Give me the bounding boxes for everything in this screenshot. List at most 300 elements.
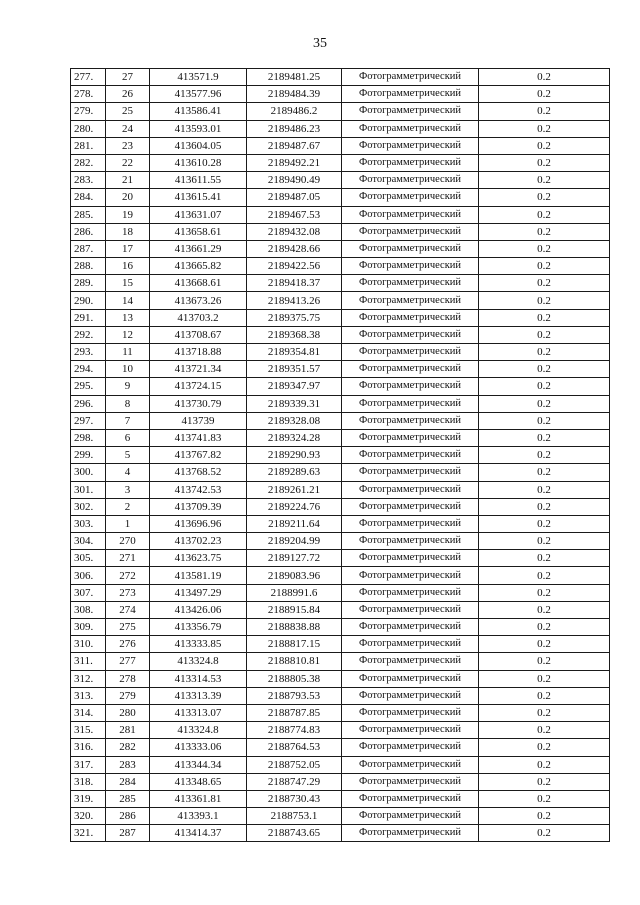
page-number: 35 [313, 36, 327, 51]
x-coordinate-cell: 413696.96 [150, 515, 247, 532]
y-coordinate-cell: 2189339.31 [247, 395, 342, 412]
accuracy-cell: 0.2 [479, 601, 610, 618]
table-row [71, 103, 610, 120]
row-number-cell: 279. [71, 103, 106, 120]
point-number-cell: 282 [106, 739, 150, 756]
row-number-cell: 315. [71, 722, 106, 739]
row-number-cell: 289. [71, 275, 106, 292]
method-cell: Фотограмметрический [342, 567, 479, 584]
table-row [71, 653, 610, 670]
x-coordinate-cell: 413661.29 [150, 240, 247, 257]
point-number-cell: 279 [106, 687, 150, 704]
method-cell: Фотограмметрический [342, 361, 479, 378]
table-row [71, 223, 610, 240]
method-cell: Фотограмметрический [342, 584, 479, 601]
point-number-cell: 11 [106, 344, 150, 361]
method-cell: Фотограмметрический [342, 86, 479, 103]
point-number-cell: 276 [106, 636, 150, 653]
row-number-cell: 294. [71, 361, 106, 378]
method-cell: Фотограмметрический [342, 498, 479, 515]
x-coordinate-cell: 413586.41 [150, 103, 247, 120]
y-coordinate-cell: 2189481.25 [247, 69, 342, 86]
x-coordinate-cell: 413665.82 [150, 258, 247, 275]
accuracy-cell: 0.2 [479, 498, 610, 515]
point-number-cell: 8 [106, 395, 150, 412]
x-coordinate-cell: 413497.29 [150, 584, 247, 601]
y-coordinate-cell: 2188787.85 [247, 704, 342, 721]
y-coordinate-cell: 2188838.88 [247, 619, 342, 636]
point-number-cell: 22 [106, 154, 150, 171]
accuracy-cell: 0.2 [479, 361, 610, 378]
y-coordinate-cell: 2189354.81 [247, 344, 342, 361]
point-number-cell: 284 [106, 773, 150, 790]
accuracy-cell: 0.2 [479, 69, 610, 86]
method-cell: Фотограмметрический [342, 550, 479, 567]
method-cell: Фотограмметрический [342, 687, 479, 704]
method-cell: Фотограмметрический [342, 309, 479, 326]
table-row [71, 584, 610, 601]
row-number-cell: 296. [71, 395, 106, 412]
x-coordinate-cell: 413313.07 [150, 704, 247, 721]
y-coordinate-cell: 2189428.66 [247, 240, 342, 257]
point-number-cell: 278 [106, 670, 150, 687]
x-coordinate-cell: 413668.61 [150, 275, 247, 292]
accuracy-cell: 0.2 [479, 808, 610, 825]
accuracy-cell: 0.2 [479, 206, 610, 223]
y-coordinate-cell: 2188764.53 [247, 739, 342, 756]
method-cell: Фотограмметрический [342, 739, 479, 756]
x-coordinate-cell: 413703.2 [150, 309, 247, 326]
accuracy-cell: 0.2 [479, 464, 610, 481]
row-number-cell: 281. [71, 137, 106, 154]
x-coordinate-cell: 413313.39 [150, 687, 247, 704]
row-number-cell: 290. [71, 292, 106, 309]
point-number-cell: 271 [106, 550, 150, 567]
row-number-cell: 312. [71, 670, 106, 687]
accuracy-cell: 0.2 [479, 447, 610, 464]
method-cell: Фотограмметрический [342, 533, 479, 550]
y-coordinate-cell: 2189467.53 [247, 206, 342, 223]
point-number-cell: 27 [106, 69, 150, 86]
method-cell: Фотограмметрический [342, 808, 479, 825]
point-number-cell: 24 [106, 120, 150, 137]
x-coordinate-cell: 413631.07 [150, 206, 247, 223]
y-coordinate-cell: 2189375.75 [247, 309, 342, 326]
x-coordinate-cell: 413721.34 [150, 361, 247, 378]
row-number-cell: 292. [71, 326, 106, 343]
table-row [71, 240, 610, 257]
accuracy-cell: 0.2 [479, 412, 610, 429]
method-cell: Фотограмметрический [342, 773, 479, 790]
point-number-cell: 283 [106, 756, 150, 773]
x-coordinate-cell: 413356.79 [150, 619, 247, 636]
row-number-cell: 301. [71, 481, 106, 498]
point-number-cell: 25 [106, 103, 150, 120]
y-coordinate-cell: 2189422.56 [247, 258, 342, 275]
point-number-cell: 274 [106, 601, 150, 618]
accuracy-cell: 0.2 [479, 515, 610, 532]
y-coordinate-cell: 2188747.29 [247, 773, 342, 790]
y-coordinate-cell: 2189432.08 [247, 223, 342, 240]
method-cell: Фотограмметрический [342, 326, 479, 343]
y-coordinate-cell: 2189413.26 [247, 292, 342, 309]
point-number-cell: 17 [106, 240, 150, 257]
x-coordinate-cell: 413314.53 [150, 670, 247, 687]
table-row [71, 120, 610, 137]
accuracy-cell: 0.2 [479, 275, 610, 292]
point-number-cell: 2 [106, 498, 150, 515]
table-row [71, 326, 610, 343]
method-cell: Фотограмметрический [342, 412, 479, 429]
accuracy-cell: 0.2 [479, 258, 610, 275]
x-coordinate-cell: 413741.83 [150, 429, 247, 446]
row-number-cell: 300. [71, 464, 106, 481]
method-cell: Фотограмметрический [342, 704, 479, 721]
x-coordinate-cell: 413742.53 [150, 481, 247, 498]
method-cell: Фотограмметрический [342, 619, 479, 636]
point-number-cell: 26 [106, 86, 150, 103]
x-coordinate-cell: 413611.55 [150, 172, 247, 189]
x-coordinate-cell: 413768.52 [150, 464, 247, 481]
point-number-cell: 285 [106, 790, 150, 807]
x-coordinate-cell: 413577.96 [150, 86, 247, 103]
point-number-cell: 273 [106, 584, 150, 601]
method-cell: Фотограмметрический [342, 275, 479, 292]
method-cell: Фотограмметрический [342, 223, 479, 240]
y-coordinate-cell: 2188991.6 [247, 584, 342, 601]
x-coordinate-cell: 413571.9 [150, 69, 247, 86]
row-number-cell: 293. [71, 344, 106, 361]
method-cell: Фотограмметрический [342, 378, 479, 395]
x-coordinate-cell: 413324.8 [150, 722, 247, 739]
y-coordinate-cell: 2189211.64 [247, 515, 342, 532]
table-row [71, 498, 610, 515]
x-coordinate-cell: 413718.88 [150, 344, 247, 361]
y-coordinate-cell: 2188805.38 [247, 670, 342, 687]
table-row [71, 550, 610, 567]
accuracy-cell: 0.2 [479, 326, 610, 343]
row-number-cell: 298. [71, 429, 106, 446]
y-coordinate-cell: 2188730.43 [247, 790, 342, 807]
x-coordinate-cell: 413724.15 [150, 378, 247, 395]
row-number-cell: 318. [71, 773, 106, 790]
table-row [71, 154, 610, 171]
point-number-cell: 280 [106, 704, 150, 721]
y-coordinate-cell: 2188774.83 [247, 722, 342, 739]
x-coordinate-cell: 413610.28 [150, 154, 247, 171]
accuracy-cell: 0.2 [479, 790, 610, 807]
x-coordinate-cell: 413593.01 [150, 120, 247, 137]
method-cell: Фотограмметрический [342, 395, 479, 412]
table-row [71, 756, 610, 773]
x-coordinate-cell: 413604.05 [150, 137, 247, 154]
table-row [71, 687, 610, 704]
x-coordinate-cell: 413333.85 [150, 636, 247, 653]
row-number-cell: 287. [71, 240, 106, 257]
accuracy-cell: 0.2 [479, 756, 610, 773]
row-number-cell: 283. [71, 172, 106, 189]
accuracy-cell: 0.2 [479, 550, 610, 567]
y-coordinate-cell: 2189368.38 [247, 326, 342, 343]
method-cell: Фотограмметрический [342, 189, 479, 206]
table-row [71, 309, 610, 326]
y-coordinate-cell: 2189324.28 [247, 429, 342, 446]
row-number-cell: 291. [71, 309, 106, 326]
point-number-cell: 277 [106, 653, 150, 670]
row-number-cell: 286. [71, 223, 106, 240]
table-row [71, 206, 610, 223]
table-row [71, 275, 610, 292]
point-number-cell: 270 [106, 533, 150, 550]
y-coordinate-cell: 2189261.21 [247, 481, 342, 498]
y-coordinate-cell: 2189351.57 [247, 361, 342, 378]
accuracy-cell: 0.2 [479, 344, 610, 361]
row-number-cell: 321. [71, 825, 106, 842]
y-coordinate-cell: 2189490.49 [247, 172, 342, 189]
point-number-cell: 23 [106, 137, 150, 154]
y-coordinate-cell: 2189418.37 [247, 275, 342, 292]
table-row [71, 670, 610, 687]
point-number-cell: 20 [106, 189, 150, 206]
table-row [71, 739, 610, 756]
row-number-cell: 304. [71, 533, 106, 550]
y-coordinate-cell: 2189289.63 [247, 464, 342, 481]
x-coordinate-cell: 413581.19 [150, 567, 247, 584]
y-coordinate-cell: 2188753.1 [247, 808, 342, 825]
x-coordinate-cell: 413709.39 [150, 498, 247, 515]
row-number-cell: 297. [71, 412, 106, 429]
point-number-cell: 3 [106, 481, 150, 498]
point-number-cell: 281 [106, 722, 150, 739]
point-number-cell: 15 [106, 275, 150, 292]
table-row [71, 481, 610, 498]
accuracy-cell: 0.2 [479, 636, 610, 653]
row-number-cell: 277. [71, 69, 106, 86]
table-row [71, 464, 610, 481]
method-cell: Фотограмметрический [342, 240, 479, 257]
y-coordinate-cell: 2189224.76 [247, 498, 342, 515]
x-coordinate-cell: 413426.06 [150, 601, 247, 618]
table-row [71, 704, 610, 721]
accuracy-cell: 0.2 [479, 240, 610, 257]
y-coordinate-cell: 2189204.99 [247, 533, 342, 550]
y-coordinate-cell: 2189487.67 [247, 137, 342, 154]
table-row [71, 395, 610, 412]
accuracy-cell: 0.2 [479, 172, 610, 189]
x-coordinate-cell: 413623.75 [150, 550, 247, 567]
accuracy-cell: 0.2 [479, 704, 610, 721]
accuracy-cell: 0.2 [479, 86, 610, 103]
row-number-cell: 316. [71, 739, 106, 756]
accuracy-cell: 0.2 [479, 378, 610, 395]
point-number-cell: 16 [106, 258, 150, 275]
row-number-cell: 280. [71, 120, 106, 137]
point-number-cell: 287 [106, 825, 150, 842]
point-number-cell: 272 [106, 567, 150, 584]
x-coordinate-cell: 413708.67 [150, 326, 247, 343]
accuracy-cell: 0.2 [479, 137, 610, 154]
x-coordinate-cell: 413344.34 [150, 756, 247, 773]
table-row [71, 808, 610, 825]
accuracy-cell: 0.2 [479, 292, 610, 309]
row-number-cell: 282. [71, 154, 106, 171]
accuracy-cell: 0.2 [479, 567, 610, 584]
method-cell: Фотограмметрический [342, 292, 479, 309]
accuracy-cell: 0.2 [479, 481, 610, 498]
row-number-cell: 308. [71, 601, 106, 618]
table-row [71, 773, 610, 790]
table-row [71, 86, 610, 103]
method-cell: Фотограмметрический [342, 636, 479, 653]
row-number-cell: 302. [71, 498, 106, 515]
y-coordinate-cell: 2189486.23 [247, 120, 342, 137]
method-cell: Фотограмметрический [342, 464, 479, 481]
accuracy-cell: 0.2 [479, 739, 610, 756]
row-number-cell: 306. [71, 567, 106, 584]
table-row [71, 567, 610, 584]
x-coordinate-cell: 413393.1 [150, 808, 247, 825]
x-coordinate-cell: 413730.79 [150, 395, 247, 412]
x-coordinate-cell: 413348.65 [150, 773, 247, 790]
table-row [71, 515, 610, 532]
method-cell: Фотограмметрический [342, 429, 479, 446]
x-coordinate-cell: 413615.41 [150, 189, 247, 206]
row-number-cell: 310. [71, 636, 106, 653]
point-number-cell: 286 [106, 808, 150, 825]
y-coordinate-cell: 2188793.53 [247, 687, 342, 704]
accuracy-cell: 0.2 [479, 722, 610, 739]
point-number-cell: 9 [106, 378, 150, 395]
point-number-cell: 13 [106, 309, 150, 326]
point-number-cell: 12 [106, 326, 150, 343]
point-number-cell: 5 [106, 447, 150, 464]
method-cell: Фотограмметрический [342, 120, 479, 137]
point-number-cell: 10 [106, 361, 150, 378]
accuracy-cell: 0.2 [479, 825, 610, 842]
method-cell: Фотограмметрический [342, 515, 479, 532]
row-number-cell: 320. [71, 808, 106, 825]
method-cell: Фотограмметрический [342, 447, 479, 464]
row-number-cell: 317. [71, 756, 106, 773]
coordinates-table [70, 68, 610, 842]
table-row [71, 601, 610, 618]
method-cell: Фотограмметрический [342, 722, 479, 739]
row-number-cell: 303. [71, 515, 106, 532]
point-number-cell: 19 [106, 206, 150, 223]
y-coordinate-cell: 2188810.81 [247, 653, 342, 670]
y-coordinate-cell: 2189492.21 [247, 154, 342, 171]
x-coordinate-cell: 413361.81 [150, 790, 247, 807]
table-row [71, 790, 610, 807]
y-coordinate-cell: 2189083.96 [247, 567, 342, 584]
point-number-cell: 275 [106, 619, 150, 636]
accuracy-cell: 0.2 [479, 619, 610, 636]
x-coordinate-cell: 413767.82 [150, 447, 247, 464]
row-number-cell: 314. [71, 704, 106, 721]
method-cell: Фотограмметрический [342, 206, 479, 223]
row-number-cell: 307. [71, 584, 106, 601]
y-coordinate-cell: 2188743.65 [247, 825, 342, 842]
table-row [71, 636, 610, 653]
table-row [71, 447, 610, 464]
method-cell: Фотограмметрический [342, 670, 479, 687]
table-row [71, 533, 610, 550]
y-coordinate-cell: 2188915.84 [247, 601, 342, 618]
y-coordinate-cell: 2188752.05 [247, 756, 342, 773]
table-row [71, 258, 610, 275]
method-cell: Фотограмметрический [342, 172, 479, 189]
row-number-cell: 305. [71, 550, 106, 567]
y-coordinate-cell: 2188817.15 [247, 636, 342, 653]
accuracy-cell: 0.2 [479, 429, 610, 446]
table-row [71, 722, 610, 739]
row-number-cell: 319. [71, 790, 106, 807]
row-number-cell: 284. [71, 189, 106, 206]
table-row [71, 69, 610, 86]
table-row [71, 378, 610, 395]
row-number-cell: 311. [71, 653, 106, 670]
accuracy-cell: 0.2 [479, 189, 610, 206]
y-coordinate-cell: 2189487.05 [247, 189, 342, 206]
table-row [71, 412, 610, 429]
point-number-cell: 21 [106, 172, 150, 189]
y-coordinate-cell: 2189290.93 [247, 447, 342, 464]
x-coordinate-cell: 413658.61 [150, 223, 247, 240]
coordinates-table-body [71, 69, 610, 842]
point-number-cell: 1 [106, 515, 150, 532]
accuracy-cell: 0.2 [479, 309, 610, 326]
y-coordinate-cell: 2189347.97 [247, 378, 342, 395]
table-row [71, 172, 610, 189]
method-cell: Фотограмметрический [342, 258, 479, 275]
x-coordinate-cell: 413673.26 [150, 292, 247, 309]
row-number-cell: 278. [71, 86, 106, 103]
accuracy-cell: 0.2 [479, 103, 610, 120]
accuracy-cell: 0.2 [479, 154, 610, 171]
method-cell: Фотограмметрический [342, 137, 479, 154]
method-cell: Фотограмметрический [342, 69, 479, 86]
table-row [71, 429, 610, 446]
y-coordinate-cell: 2189484.39 [247, 86, 342, 103]
method-cell: Фотограмметрический [342, 653, 479, 670]
table-row [71, 292, 610, 309]
method-cell: Фотограмметрический [342, 825, 479, 842]
method-cell: Фотограмметрический [342, 103, 479, 120]
table-row [71, 137, 610, 154]
row-number-cell: 288. [71, 258, 106, 275]
method-cell: Фотограмметрический [342, 790, 479, 807]
accuracy-cell: 0.2 [479, 687, 610, 704]
row-number-cell: 299. [71, 447, 106, 464]
accuracy-cell: 0.2 [479, 653, 610, 670]
point-number-cell: 7 [106, 412, 150, 429]
accuracy-cell: 0.2 [479, 773, 610, 790]
accuracy-cell: 0.2 [479, 395, 610, 412]
table-row [71, 189, 610, 206]
method-cell: Фотограмметрический [342, 344, 479, 361]
accuracy-cell: 0.2 [479, 223, 610, 240]
point-number-cell: 6 [106, 429, 150, 446]
row-number-cell: 313. [71, 687, 106, 704]
method-cell: Фотограмметрический [342, 601, 479, 618]
y-coordinate-cell: 2189127.72 [247, 550, 342, 567]
table-row [71, 344, 610, 361]
table-row [71, 619, 610, 636]
accuracy-cell: 0.2 [479, 670, 610, 687]
point-number-cell: 18 [106, 223, 150, 240]
row-number-cell: 285. [71, 206, 106, 223]
x-coordinate-cell: 413702.23 [150, 533, 247, 550]
